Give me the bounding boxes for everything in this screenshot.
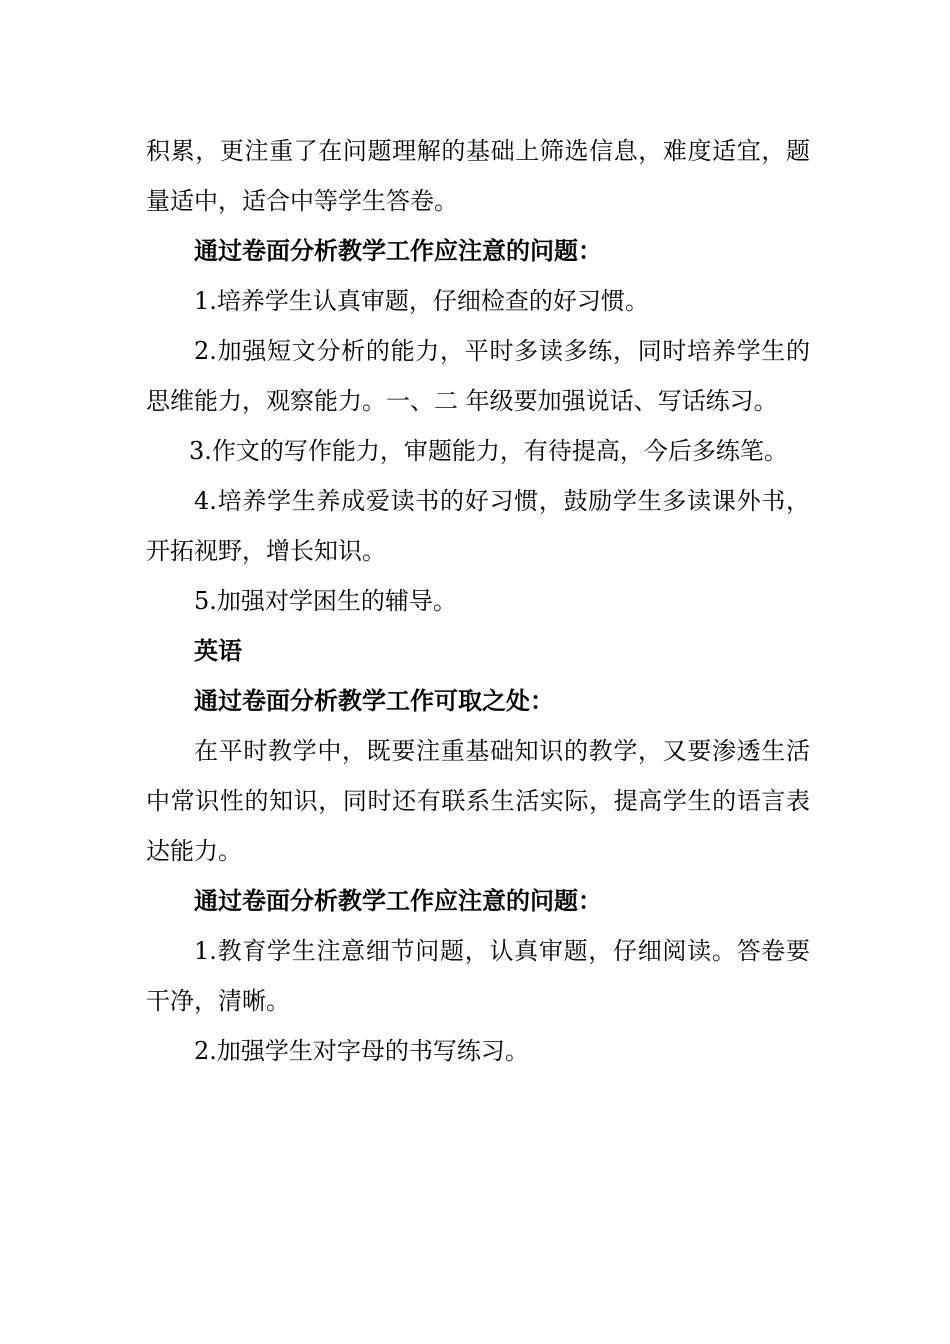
- section-heading-english-strengths: 通过卷面分析教学工作可取之处：: [194, 686, 554, 715]
- list-item-4: 4.培养学生养成爱读书的好习惯，鼓励学生多读课外书，开拓视野，增长知识。: [146, 487, 810, 565]
- document-page: [146, 126, 810, 1076]
- list-item-5: 5.加强对学困生的辅导。: [194, 587, 457, 615]
- list-item-1: 1.培养学生认真审题，仔细检查的好习惯。: [194, 287, 649, 315]
- section-heading-chinese-issues: 通过卷面分析教学工作应注意的问题：: [194, 236, 602, 265]
- list-item-2: 2.加强短文分析的能力，平时多读多练，同时培养学生的思维能力，观察能力。一、二 年级要加强说话、写话练习。: [146, 337, 810, 415]
- subject-heading-english: 英语: [194, 636, 242, 665]
- section-heading-english-issues: 通过卷面分析教学工作应注意的问题：: [194, 886, 602, 915]
- english-list-item-2: 2.加强学生对字母的书写练习。: [194, 1037, 529, 1065]
- list-item-3: 3.作文的写作能力，审题能力，有待提高，今后多练笔。: [189, 437, 788, 465]
- english-list-item-1: 1.教育学生注意细节问题，认真审题，仔细阅读。答卷要干净，清晰。: [146, 937, 810, 1015]
- paragraph-continued: 积累，更注重了在问题理解的基础上筛选信息，难度适宜，题量适中，适合中等学生答卷。: [146, 137, 810, 215]
- paragraph-english-strengths: 在平时教学中，既要注重基础知识的教学，又要渗透生活中常识性的知识，同时还有联系生活实际，提高学生的语言表达能力。: [146, 737, 810, 865]
